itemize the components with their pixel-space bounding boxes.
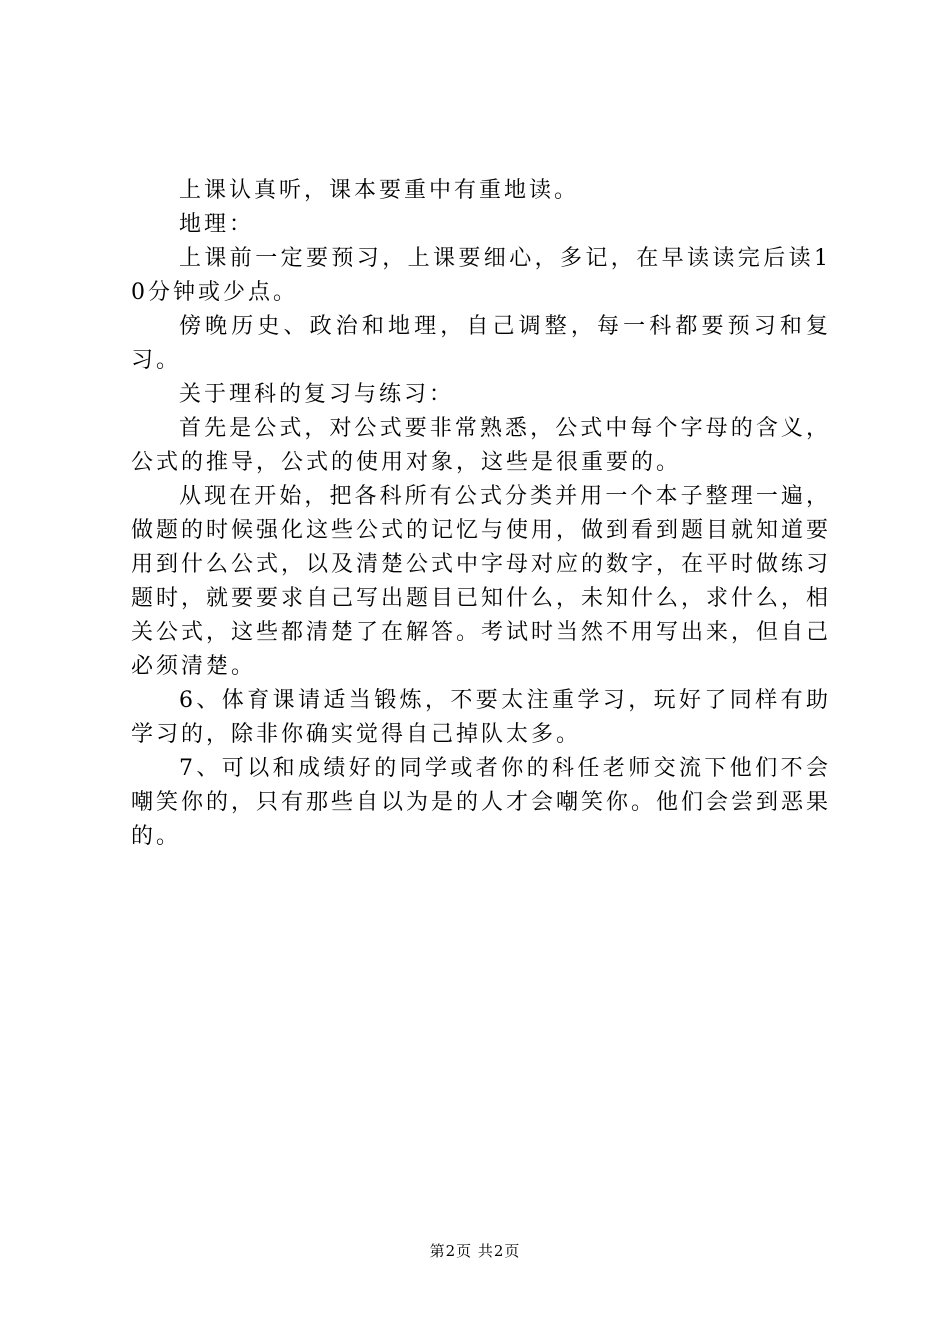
paragraph: 关于理科的复习与练习： bbox=[179, 382, 455, 407]
paragraph: 7、可以和成绩好的同学或者你的科任老师交流下他们不会嘲笑你的，只有那些自以为是的人才会嘲笑你。他们会尝到恶果的。 bbox=[131, 756, 832, 849]
paragraph: 从现在开始，把各科所有公式分类并用一个本子整理一遍，做题的时候强化这些公式的记忆与使用，做到看到题目就知道要用到什么公式，以及清楚公式中字母对应的数字，在平时做练习题时，就要要求自己写出题目已知什么，未知什么，求什么，相关公式，这些都清楚了在解答。考试时当然不用写出来，但自己必须清楚。 bbox=[131, 484, 832, 679]
paragraph: 6、体育课请适当锻炼，不要太注重学习，玩好了同样有助学习的，除非你确实觉得自己掉队太多。 bbox=[131, 688, 831, 747]
page-footer: 第2页 共2页 bbox=[429, 1242, 521, 1260]
paragraph: 地理： bbox=[179, 212, 255, 237]
paragraph: 傍晚历史、政治和地理，自己调整，每一科都要预习和复习。 bbox=[131, 314, 831, 373]
paragraph: 上课认真听，课本要重中有重地读。 bbox=[179, 178, 580, 203]
document-body bbox=[131, 174, 831, 854]
paragraph: 上课前一定要预习，上课要细心，多记，在早读读完后读10分钟或少点。 bbox=[131, 246, 831, 305]
paragraph: 首先是公式，对公式要非常熟悉，公式中每个字母的含义，公式的推导，公式的使用对象，这些是很重要的。 bbox=[131, 416, 831, 475]
